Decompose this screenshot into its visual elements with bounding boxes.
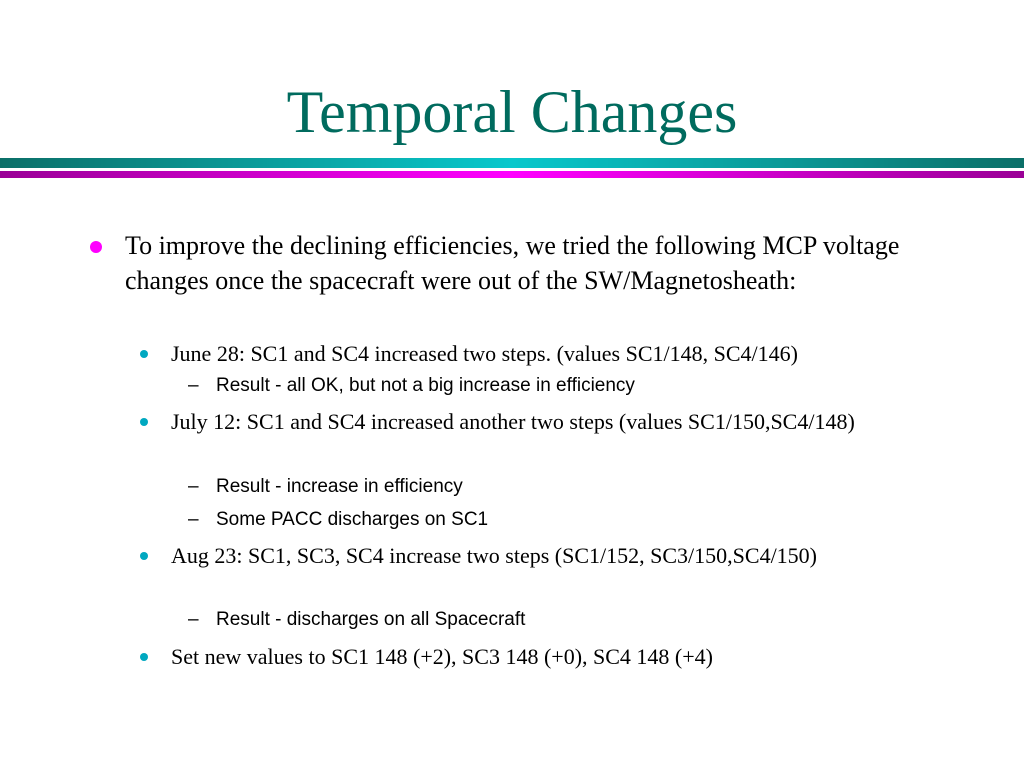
slide-title: Temporal Changes: [286, 79, 738, 145]
result-note: Result - increase in efficiency: [216, 476, 463, 497]
dash-icon: –: [188, 609, 199, 630]
sub-bullet-dot-icon: [140, 552, 148, 560]
result-note: Result - discharges on all Spacecraft: [216, 609, 526, 630]
sub-bullet-aug-23: Aug 23: SC1, SC3, SC4 increase two steps (SC1/152, SC3/150,SC4/150): [171, 543, 818, 568]
bullet-dot-icon: [90, 241, 102, 253]
dash-icon: –: [188, 509, 199, 530]
sub-bullet-set-new-values: Set new values to SC1 148 (+2), SC3 148 (+0), SC4 148 (+4): [171, 644, 713, 669]
result-note: Result - all OK, but not a big increase in efficiency: [216, 375, 635, 396]
sub-bullet-june-28: June 28: SC1 and SC4 increased two steps. (values SC1/148, SC4/146): [171, 341, 798, 366]
result-note: Some PACC discharges on SC1: [216, 509, 489, 530]
sub-bullet-dot-icon: [140, 350, 148, 358]
sub-bullet-dot-icon: [140, 653, 148, 661]
dash-icon: –: [188, 375, 199, 396]
sub-bullet-dot-icon: [140, 418, 148, 426]
main-bullet-text: To improve the declining efficiencies, we tried the following MCP voltage changes once the spacecraft were out of the SW/Magnetosheath:: [125, 231, 900, 295]
dash-icon: –: [188, 476, 199, 497]
sub-bullet-july-12: July 12: SC1 and SC4 increased another two steps (values SC1/150,SC4/148): [171, 409, 855, 434]
